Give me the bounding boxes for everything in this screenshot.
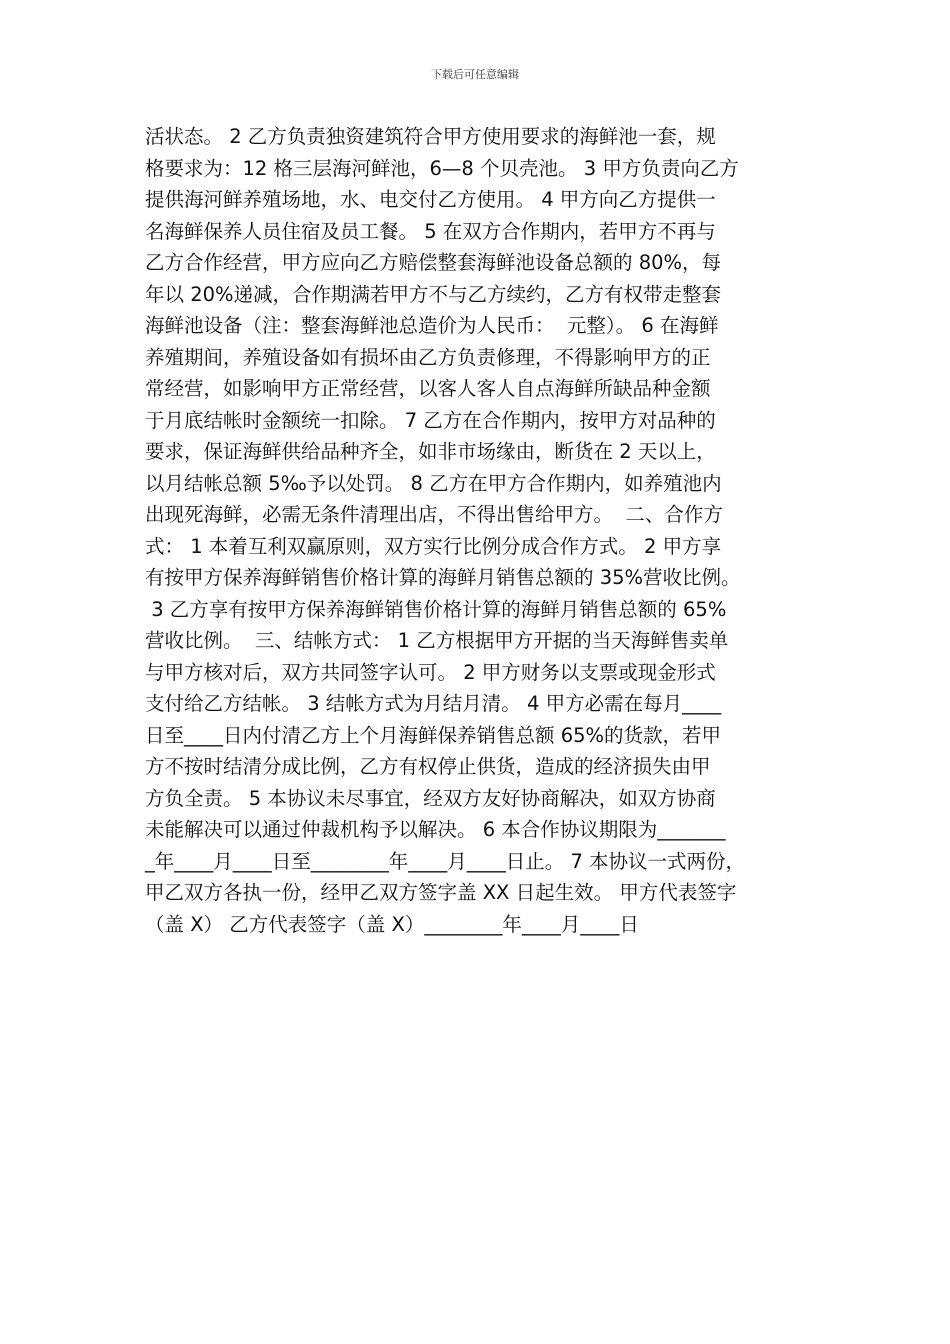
text-line: 与甲方核对后，双方共同签字认可。 2 甲方财务以支票或现金形式 <box>145 660 716 684</box>
text-line: 有按甲方保养海鲜销售价格计算的海鲜月销售总额的 35%营收比例。 <box>145 566 741 589</box>
text-line: 常经营，如影响甲方正常经营，以客人客人自点海鲜所缺品种金额 <box>145 377 711 400</box>
text-line: 提供海河鲜养殖场地，水、电交付乙方使用。 4 甲方向乙方提供一 <box>145 188 716 211</box>
text-line: 方不按时结清分成比例，乙方有权停止供货，造成的经济损失由甲 <box>145 755 711 778</box>
text-line: 3 乙方享有按甲方保养海鲜销售价格计算的海鲜月销售总额的 65% <box>145 597 727 621</box>
text-line: 活状态。 2 乙方负责独资建筑符合甲方使用要求的海鲜池一套，规 <box>145 125 716 148</box>
page-header: 下载后可任意编辑 <box>431 68 519 81</box>
text-line: 以月结帐总额 5‰予以处罚。 8 乙方在甲方合作期内，如养殖池内 <box>145 471 722 495</box>
text-line: 于月底结帐时金额统一扣除。 7 乙方在合作期内，按甲方对品种的 <box>145 408 716 432</box>
text-line: 营收比例。 三、结帐方式： 1 乙方根据甲方开据的当天海鲜售卖单 <box>145 629 729 652</box>
text-line: 格要求为：12 格三层海河鲜池，6—8 个贝壳池。 3 甲方负责向乙方 <box>145 156 739 180</box>
document-body <box>145 121 820 940</box>
text-line: 年以 20%递减，合作期满若甲方不与乙方续约，乙方有权带走整套 <box>145 282 722 306</box>
text-line: （盖 X） 乙方代表签字（盖 X）________年____月____日 <box>145 912 639 936</box>
text-line: 乙方合作经营，甲方应向乙方赔偿整套海鲜池设备总额的 80%，每 <box>145 251 722 274</box>
text-line: 出现死海鲜，必需无条件清理出店，不得出售给甲方。 二、合作方 <box>145 503 723 526</box>
text-line: 养殖期间，养殖设备如有损坏由乙方负责修理，不得影响甲方的正 <box>145 345 711 369</box>
text-line: 名海鲜保养人员住宿及员工餐。 5 在双方合作期内，若甲方不再与 <box>145 219 716 243</box>
text-line: _年____月____日至________年____月____日止。 7 本协议一式两份， <box>145 849 746 873</box>
text-line: 海鲜池设备（注：整套海鲜池总造价为人民币： 元整）。 6 在海鲜 <box>145 314 719 337</box>
text-line: 要求，保证海鲜供给品种齐全，如非市场缘由，断货在 2 天以上， <box>145 440 716 463</box>
text-line: 方负全责。 5 本协议未尽事宜，经双方友好协商解决，如双方协商 <box>145 786 716 810</box>
text-line: 式： 1 本着互利双赢原则，双方实行比例分成合作方式。 2 甲方享 <box>145 534 722 558</box>
text-line: 甲乙双方各执一份，经甲乙双方签字盖 XX 日起生效。 甲方代表签字 <box>145 881 737 904</box>
text-line: 支付给乙方结帐。 3 结帐方式为月结月清。 4 甲方必需在每月____ <box>145 692 722 715</box>
text-line: 未能解决可以通过仲裁机构予以解决。 6 本合作协议期限为_______ <box>145 818 726 841</box>
text-line: 日至____日内付清乙方上个月海鲜保养销售总额 65%的货款，若甲 <box>145 723 722 747</box>
